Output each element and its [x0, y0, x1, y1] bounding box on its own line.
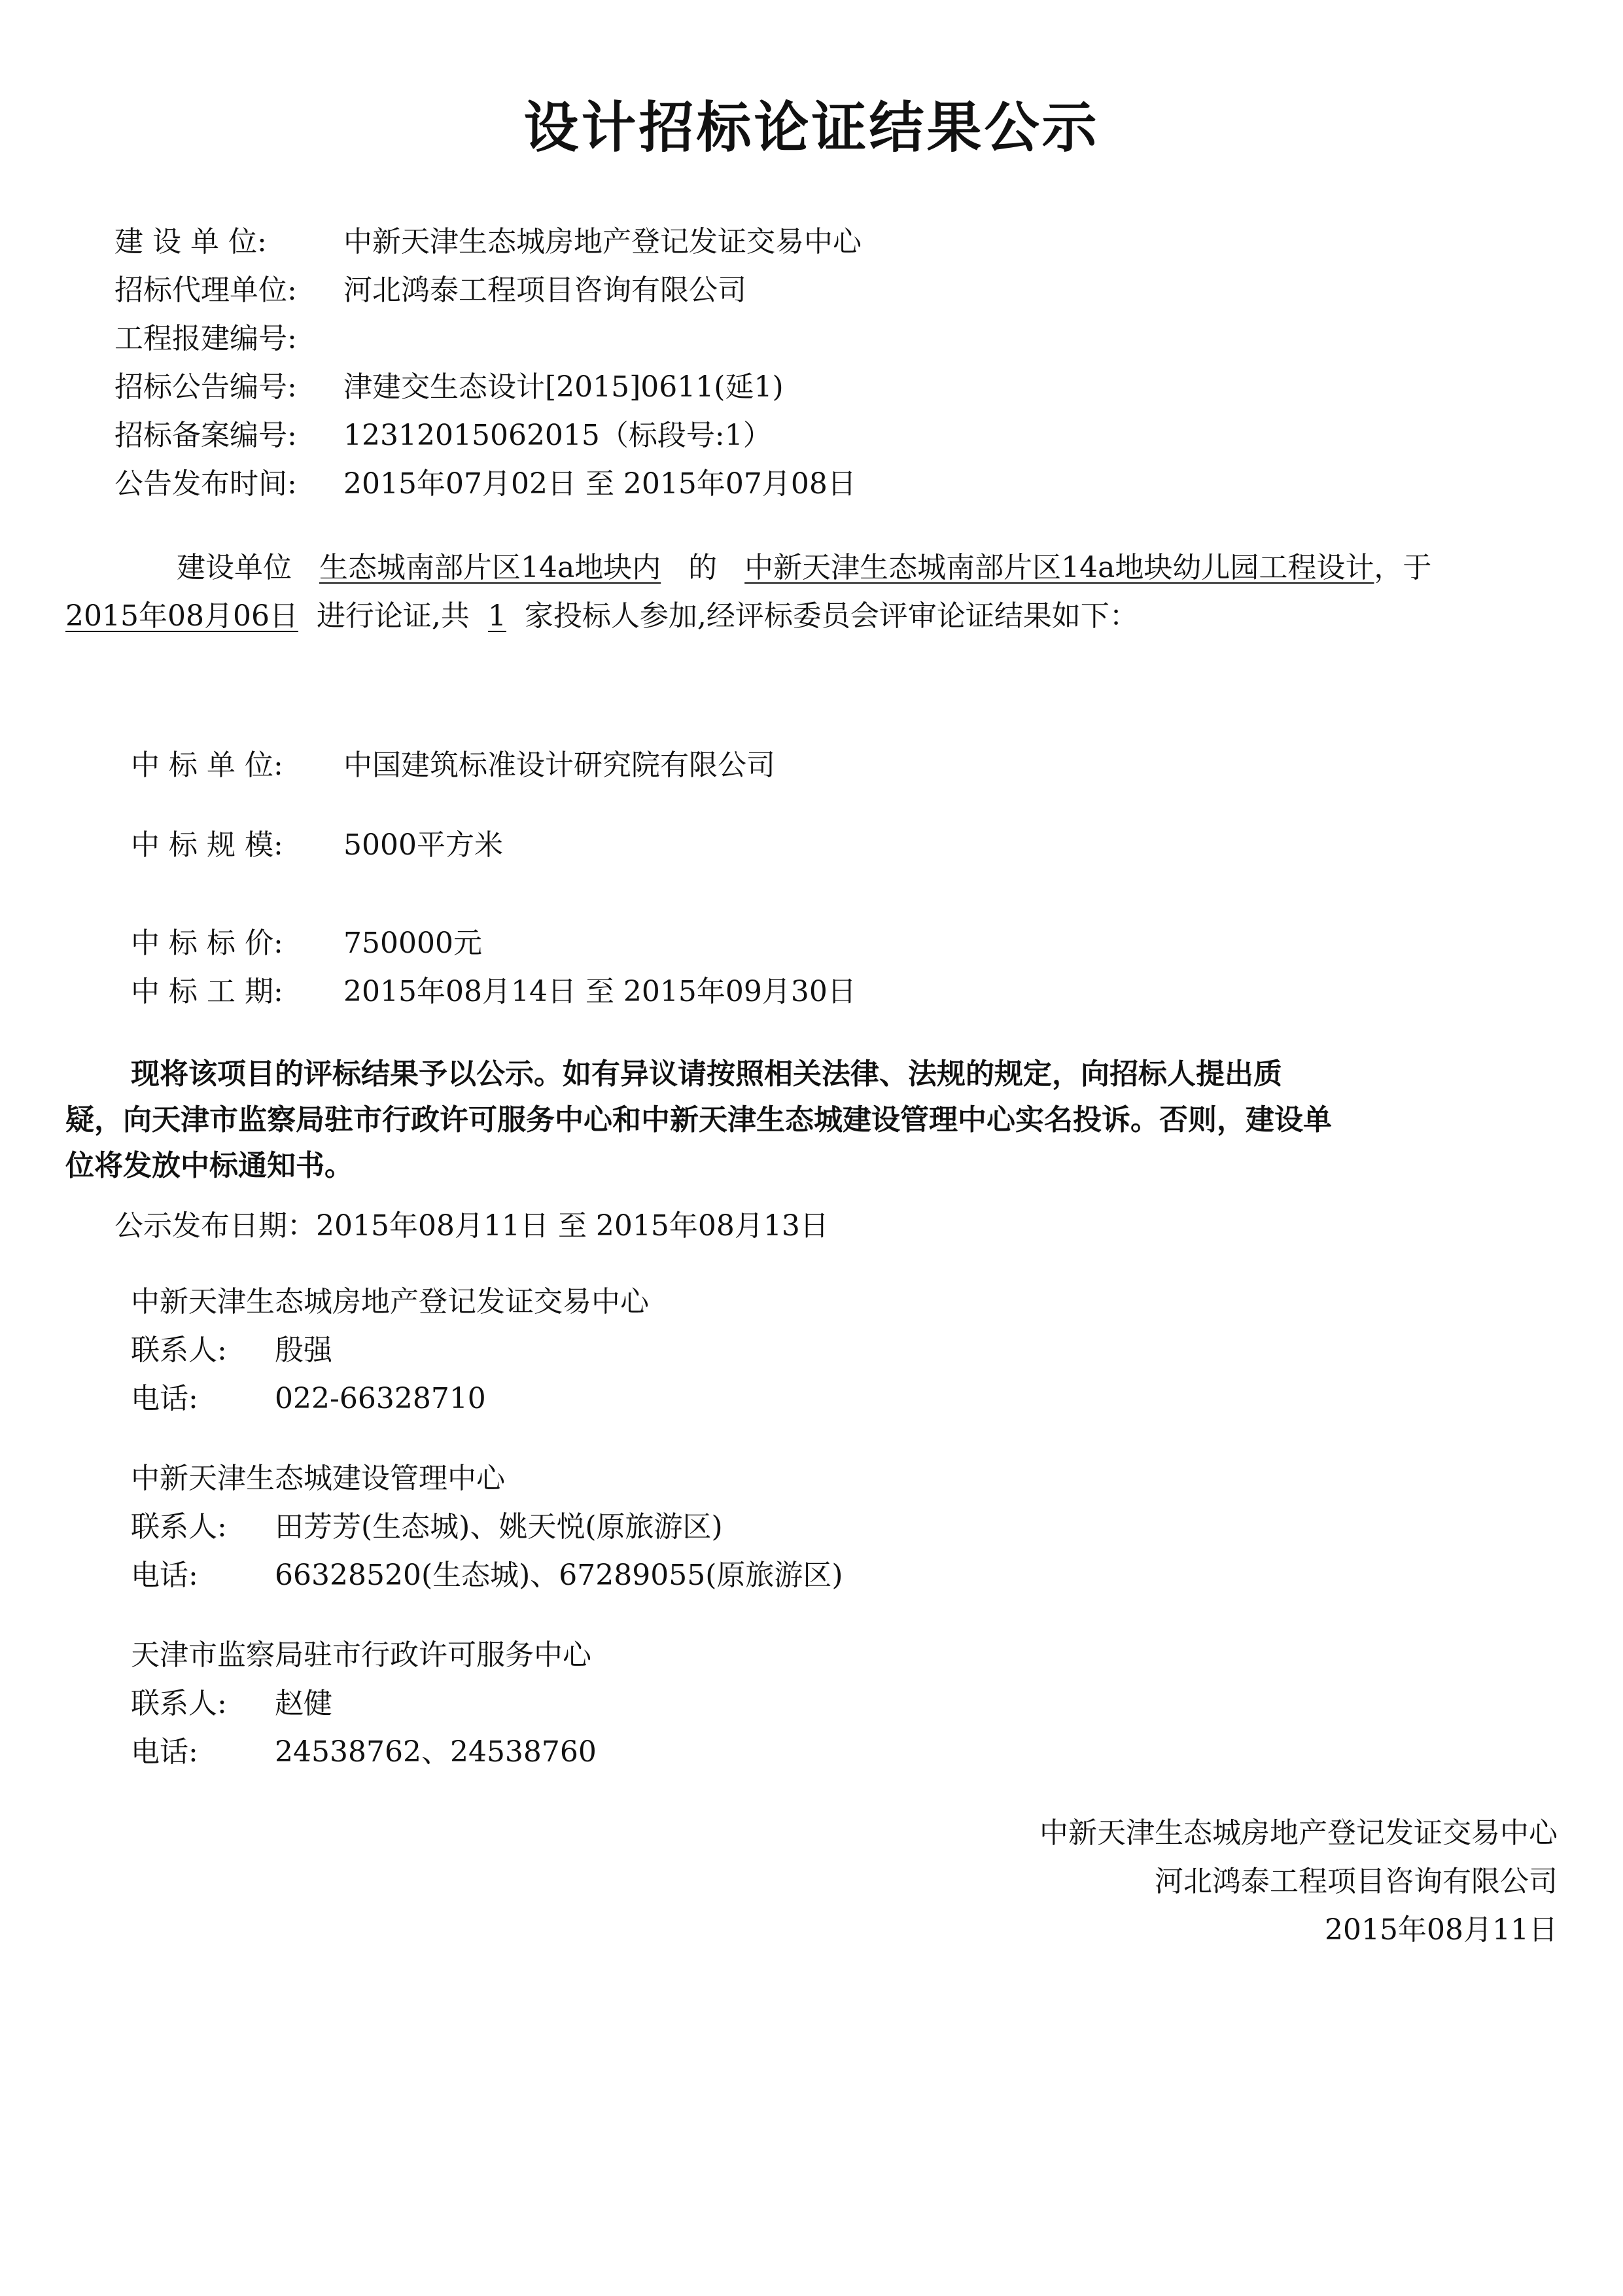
intro-text: 家投标人参加,经评标委员会评审论证结果如下： — [524, 599, 1138, 633]
result-value: 中国建筑标准设计研究院有限公司 — [343, 749, 775, 782]
intro-location: 生态城南部片区14a地块内 — [319, 551, 661, 584]
result-value: 2015年08月14日 至 2015年09月30日 — [343, 975, 856, 1008]
contact-phone-value: 24538762、24538760 — [275, 1735, 597, 1769]
contact-phone — [131, 1556, 843, 1595]
intro-project: 中新天津生态城南部片区14a地块幼儿园工程设计 — [744, 551, 1374, 584]
contact-org: 中新天津生态城房地产登记发证交易中心 — [131, 1285, 649, 1318]
header-field-notice-number — [114, 368, 784, 407]
contact-person-label: 联系人: — [131, 1510, 227, 1544]
header-field-builder — [114, 222, 862, 262]
contact-person-label: 联系人: — [131, 1333, 227, 1367]
intro-date: 2015年08月06日 — [65, 599, 298, 633]
header-field-publish-time — [114, 465, 856, 504]
page-title: 设计招标论证结果公示 — [523, 96, 1100, 160]
contact-person — [131, 1684, 332, 1723]
intro-text: 进行论证,共 — [316, 599, 470, 633]
field-label: 招标公告编号: — [114, 370, 297, 404]
contact-org: 天津市监察局驻市行政许可服务中心 — [131, 1638, 591, 1672]
result-winner — [131, 746, 775, 785]
publish-date-value: 2015年08月11日 至 2015年08月13日 — [316, 1209, 829, 1243]
intro-text: 的 — [688, 551, 718, 584]
contact-person-value: 赵健 — [275, 1687, 332, 1720]
intro-line-2 — [65, 597, 1138, 636]
contact-phone — [131, 1733, 597, 1772]
contact-phone-label: 电话: — [131, 1382, 198, 1415]
notice-line-2: 疑，向天津市监察局驻市行政许可服务中心和中新天津生态城建设管理中心实名投诉。否则，建设单 — [65, 1103, 1332, 1137]
intro-text: 建设单位 — [177, 551, 292, 584]
contact-person — [131, 1508, 723, 1547]
field-value: 津建交生态设计[2015]0611(延1) — [343, 370, 784, 404]
contact-person-label: 联系人: — [131, 1687, 227, 1720]
intro-text: ，于 — [1374, 551, 1432, 584]
notice-line-1: 现将该项目的评标结果予以公示。如有异议请按照相关法律、法规的规定，向招标人提出质 — [131, 1057, 1282, 1091]
intro-count: 1 — [487, 599, 506, 633]
field-value: 2015年07月02日 至 2015年07月08日 — [343, 467, 856, 501]
contact-phone — [131, 1379, 486, 1419]
field-value: 河北鸿泰工程项目咨询有限公司 — [343, 274, 746, 307]
result-scale — [131, 826, 503, 865]
notice-line-3: 位将发放中标通知书。 — [65, 1149, 353, 1182]
result-value: 5000平方米 — [343, 828, 503, 862]
field-label: 建 设 单 位: — [114, 225, 267, 258]
signature-date: 2015年08月11日 — [1325, 1913, 1558, 1947]
signature-org-2: 河北鸿泰工程项目咨询有限公司 — [1155, 1865, 1558, 1898]
contact-org: 中新天津生态城建设管理中心 — [131, 1462, 505, 1495]
result-period — [131, 972, 856, 1012]
result-price — [131, 924, 482, 963]
field-label: 招标备案编号: — [114, 419, 297, 452]
result-value: 750000元 — [343, 927, 482, 960]
contact-phone-label: 电话: — [131, 1559, 198, 1592]
field-value: 12312015062015（标段号:1） — [343, 419, 772, 452]
field-label: 公告发布时间: — [114, 467, 297, 501]
intro-line-1 — [177, 548, 1431, 588]
header-field-agent — [114, 271, 746, 310]
publish-date — [114, 1207, 829, 1246]
field-value: 中新天津生态城房地产登记发证交易中心 — [343, 225, 862, 258]
contact-person-value: 殷强 — [275, 1333, 332, 1367]
contact-phone-value: 66328520(生态城)、67289055(原旅游区) — [275, 1559, 843, 1592]
result-label: 中 标 工 期: — [131, 975, 283, 1008]
result-label: 中 标 规 模: — [131, 828, 283, 862]
field-label: 工程报建编号: — [114, 322, 297, 355]
result-label: 中 标 标 价: — [131, 927, 283, 960]
result-label: 中 标 单 位: — [131, 749, 283, 782]
contact-person-value: 田芳芳(生态城)、姚天悦(原旅游区) — [275, 1510, 723, 1544]
header-field-project-number — [114, 319, 343, 359]
field-label: 招标代理单位: — [114, 274, 297, 307]
header-field-record-number — [114, 416, 772, 455]
contact-person — [131, 1331, 332, 1370]
publish-date-label: 公示发布日期： — [114, 1209, 316, 1243]
contact-phone-value: 022-66328710 — [275, 1382, 486, 1415]
contact-phone-label: 电话: — [131, 1735, 198, 1769]
signature-org-1: 中新天津生态城房地产登记发证交易中心 — [1039, 1816, 1558, 1850]
